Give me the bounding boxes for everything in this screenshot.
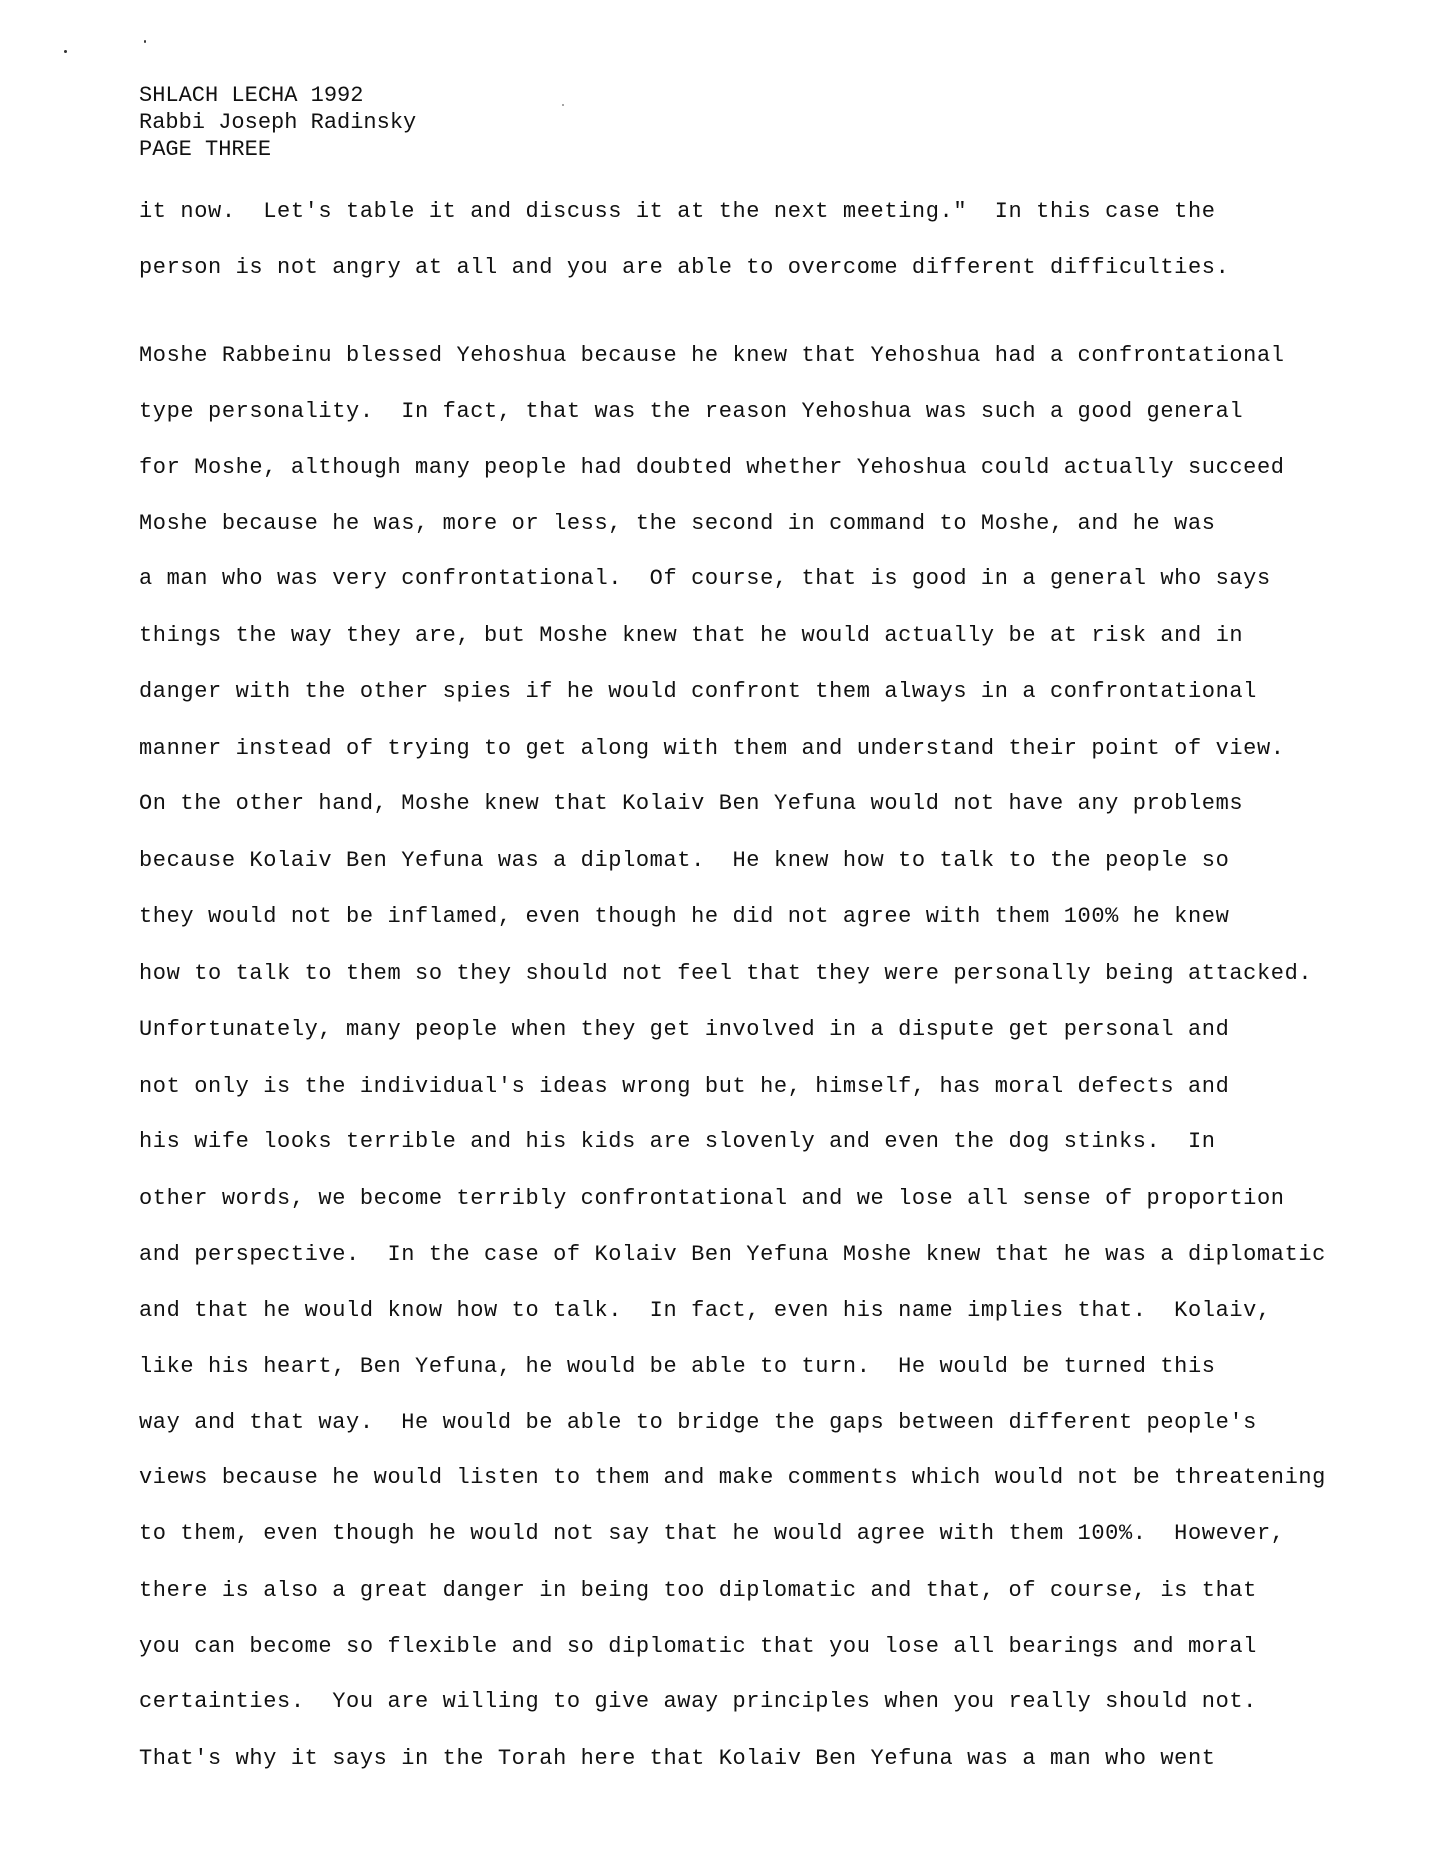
header-page-label: PAGE THREE	[139, 137, 272, 162]
body-line: views because he would listen to them and make comments which would not be threatening	[139, 1465, 1326, 1490]
body-line: because Kolaiv Ben Yefuna was a diplomat. He knew how to talk to the people so	[139, 848, 1230, 873]
body-line: and that he would know how to talk. In fact, even his name implies that. Kolaiv,	[139, 1298, 1271, 1323]
body-line: things the way they are, but Moshe knew that he would actually be at risk and in	[139, 623, 1244, 648]
body-line: to them, even though he would not say that he would agree with them 100%. However,	[139, 1521, 1285, 1546]
body-line: Moshe because he was, more or less, the second in command to Moshe, and he was	[139, 511, 1216, 536]
body-line: like his heart, Ben Yefuna, he would be able to turn. He would be turned this	[139, 1354, 1216, 1379]
body-line: his wife looks terrible and his kids are slovenly and even the dog stinks. In	[139, 1129, 1216, 1154]
body-line: person is not angry at all and you are able to overcome different difficulties.	[139, 255, 1230, 280]
scan-speck	[562, 104, 564, 106]
body-line: for Moshe, although many people had doubted whether Yehoshua could actually succeed	[139, 455, 1285, 480]
body-line: other words, we become terribly confrontational and we lose all sense of proportion	[139, 1186, 1285, 1211]
header-title: SHLACH LECHA 1992	[139, 83, 364, 108]
body-line: there is also a great danger in being too diplomatic and that, of course, is that	[139, 1578, 1257, 1603]
body-line: That's why it says in the Torah here that Kolaiv Ben Yefuna was a man who went	[139, 1746, 1216, 1771]
header-author: Rabbi Joseph Radinsky	[139, 110, 417, 135]
scan-speck	[64, 50, 67, 53]
body-line: danger with the other spies if he would confront them always in a confrontational	[139, 679, 1257, 704]
body-line: not only is the individual's ideas wrong but he, himself, has moral defects and	[139, 1074, 1230, 1099]
document-header	[139, 82, 416, 163]
body-line: certainties. You are willing to give away principles when you really should not.	[139, 1689, 1257, 1714]
scan-speck	[144, 40, 146, 43]
body-line: and perspective. In the case of Kolaiv Ben Yefuna Moshe knew that he was a diplomatic	[139, 1242, 1326, 1267]
body-line: you can become so flexible and so diplomatic that you lose all bearings and moral	[139, 1634, 1257, 1659]
body-line: a man who was very confrontational. Of course, that is good in a general who says	[139, 566, 1271, 591]
body-line: Unfortunately, many people when they get involved in a dispute get personal and	[139, 1017, 1230, 1042]
body-line: how to talk to them so they should not feel that they were personally being attacked.	[139, 961, 1313, 986]
body-line: type personality. In fact, that was the reason Yehoshua was such a good general	[139, 399, 1244, 424]
body-line: they would not be inflamed, even though he did not agree with them 100% he knew	[139, 904, 1230, 929]
body-line: Moshe Rabbeinu blessed Yehoshua because he knew that Yehoshua had a confrontational	[139, 343, 1285, 368]
body-line: it now. Let's table it and discuss it at the next meeting." In this case the	[139, 199, 1216, 224]
body-line: On the other hand, Moshe knew that Kolaiv Ben Yefuna would not have any problems	[139, 791, 1244, 816]
body-line: way and that way. He would be able to bridge the gaps between different people's	[139, 1410, 1257, 1435]
body-line: manner instead of trying to get along with them and understand their point of view.	[139, 736, 1285, 761]
